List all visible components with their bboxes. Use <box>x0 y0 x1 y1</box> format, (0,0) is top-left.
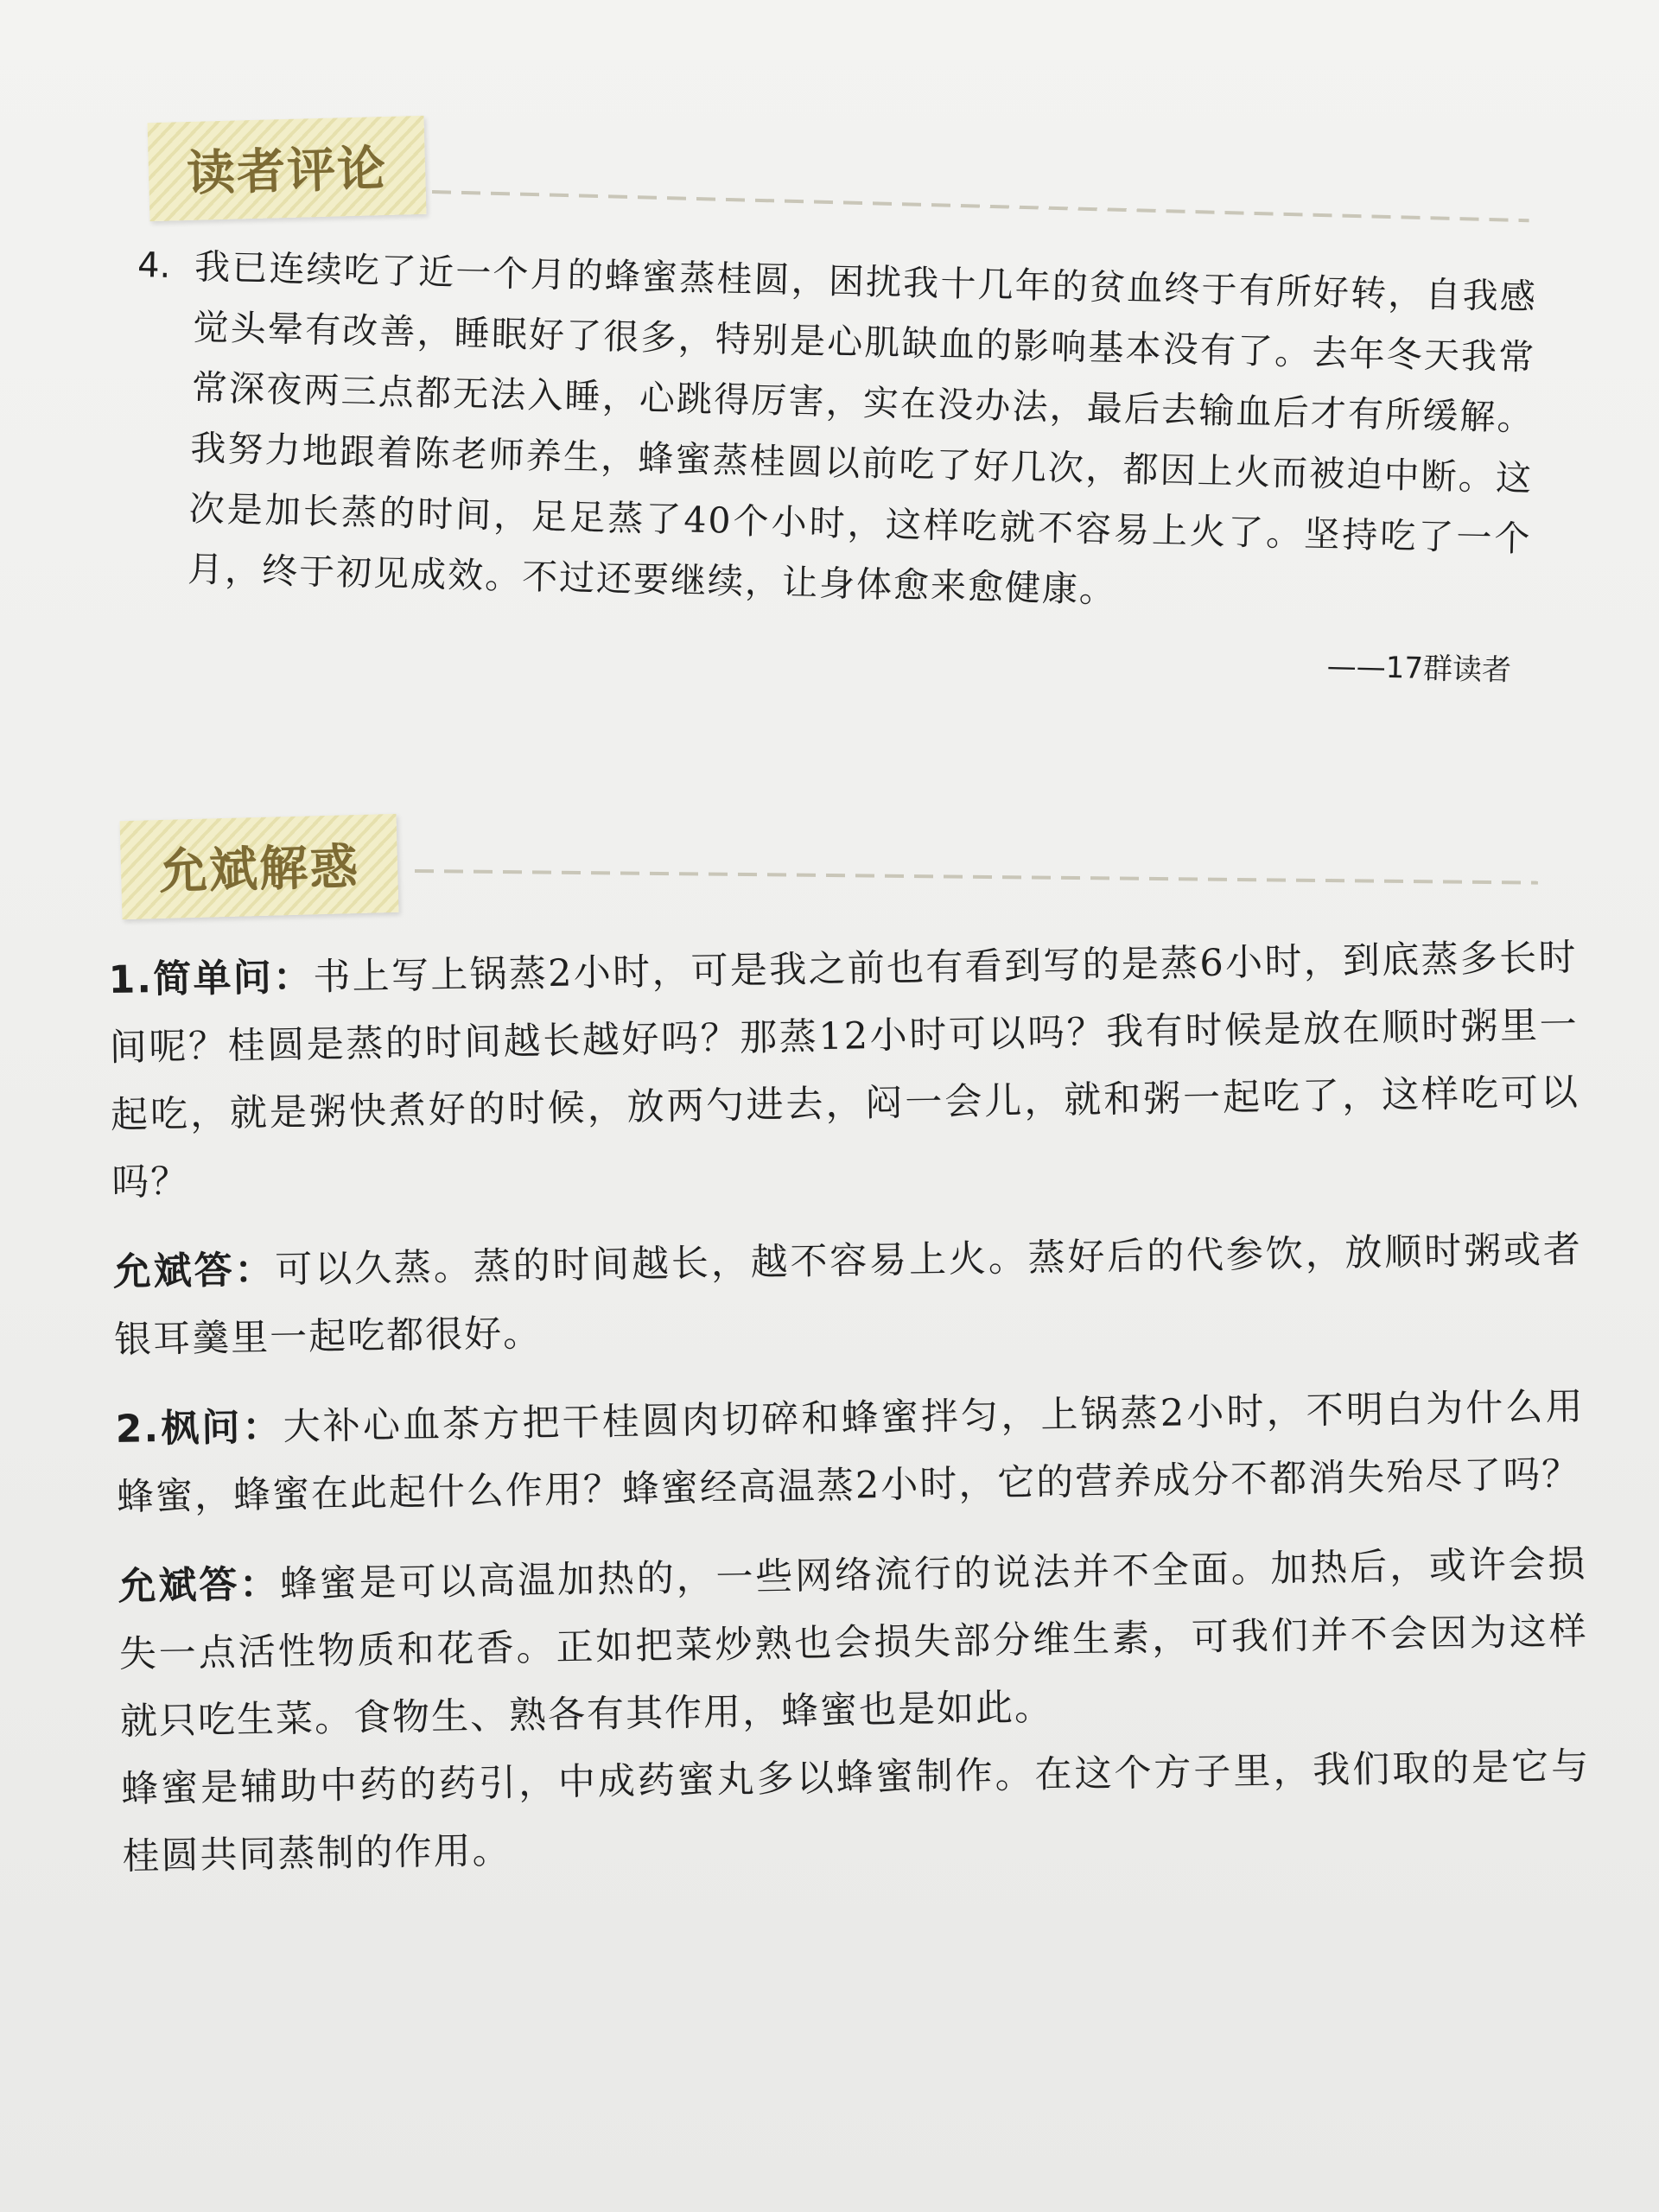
qa-block <box>108 924 1592 1913</box>
qa-label: 允斌答： <box>112 1248 276 1294</box>
heading-dashed-divider <box>432 190 1529 222</box>
qa-label: 1.简单问： <box>108 955 314 1002</box>
comment-source: ——17群读者 <box>1326 649 1512 689</box>
comment-number: 4. <box>137 245 171 286</box>
qa-label: 2.枫问： <box>115 1404 284 1452</box>
comment-text: 我已连续吃了近一个月的蜂蜜蒸桂圆，困扰我十几年的贫血终于有所好转，自我感觉头晕有改善，睡眠好了很多，特别是心肌缺血的影响基本没有了。去年冬天我常常深夜两三点都无法入睡，心跳得厉害，实在没办法，最后去输血后才有所缓解。我努力地跟着陈老师养生，蜂蜜蒸桂圆以前吃了好几次，都因上火而被迫中断。这次是加长蒸的时间，足足蒸了40个小时，这样吃就不容易上火了。坚持吃了一个月，终于初见成效。不过还要继续，让身体愈来愈健康。 <box>187 245 1538 611</box>
qa-closing-paragraph: 蜂蜜是辅助中药的药引，中成药蜜丸多以蜂蜜制作。在这个方子里，我们取的是它与桂圆共同蒸制的作用。 <box>120 1745 1591 1878</box>
qa-text: 大补心血茶方把干桂圆肉切碎和蜂蜜拌匀，上锅蒸2小时，不明白为什么用蜂蜜，蜂蜜在此起什么作用？蜂蜜经高温蒸2小时，它的营养成分不都消失殆尽了吗？ <box>116 1385 1585 1519</box>
heading-dashed-divider <box>415 869 1538 885</box>
qa-paragraph <box>108 924 1581 1217</box>
qa-text: 蜂蜜是可以高温加热的，一些网络流行的说法并不全面。加热后，或许会损失一点活性物质和花香。正如把菜炒熟也会损失部分维生素，可我们并不会因为这样就只吃生菜。食物生、熟各有其作用，蜂蜜也是如此。 <box>118 1542 1589 1744</box>
qa-heading: 允斌解惑 <box>120 814 399 919</box>
qa-paragraph <box>118 1530 1589 1756</box>
qa-paragraph <box>112 1216 1583 1374</box>
qa-paragraph <box>115 1373 1586 1531</box>
qa-text: 书上写上锅蒸2小时，可是我之前也有看到写的是蒸6小时，到底蒸多长时间呢？桂圆是蒸的时间越长越好吗？那蒸12小时可以吗？我有时候是放在顺时粥里一起吃，就是粥快煮好的时候，放两勺进去，闷一会儿，就和粥一起吃了，这样吃可以吗？ <box>109 936 1580 1205</box>
reader-comment-block <box>129 235 1538 690</box>
qa-label: 允斌答： <box>118 1561 281 1609</box>
qa-text: 可以久蒸。蒸的时间越长，越不容易上火。蒸好后的代参饮，放顺时粥或者银耳羹里一起吃都很好。 <box>113 1228 1583 1362</box>
reader-comment-item <box>130 235 1537 630</box>
reader-comments-heading: 读者评论 <box>148 116 427 221</box>
